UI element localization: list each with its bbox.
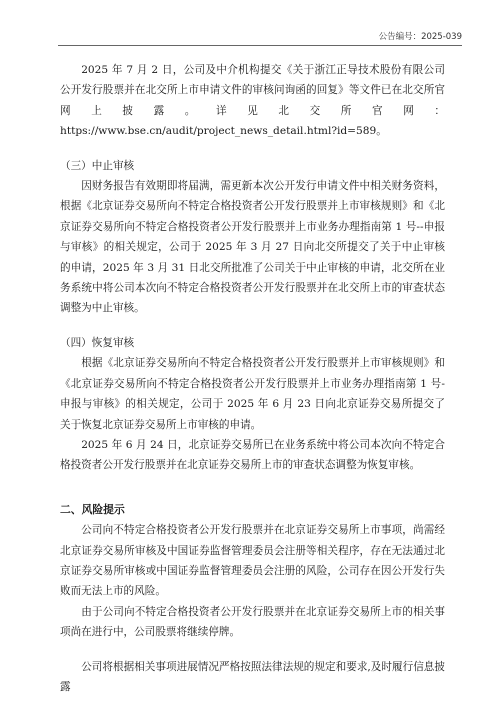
- section-heading-suspend-review: （三）中止审核: [60, 159, 135, 172]
- paragraph-risk-listing: 公司向不特定合格投资者公开发行股票并在北京证券交易所上市事项，尚需经北京证券交易所审核及中国证券监督管理委员会注册等相关程序，存在无法通过北京证券交易所审核或中国证券监督管理委员会注册的风险，公司存在因公开发行失败而无法上市的风险。: [60, 524, 445, 598]
- announcement-number: 公告编号：2025-039: [378, 32, 462, 42]
- paragraph-resume-application: 根据《北京证券交易所向不特定合格投资者公开发行股票并上市审核规则》和《北京证券交易所向不特定合格投资者公开发行股票并上市业务办理指南第 1 号-申报与审核》的相关规定，公司于 2025 年 6 月 23 日向北京证券交易所提交了关于恢复北京证券交易所上市审核的申请。: [60, 357, 445, 431]
- section-heading-resume-review: （四）恢复审核: [60, 336, 135, 349]
- paragraph-closing: 公司将根据相关事项进展情况严格按照法律法规的规定和要求,及时履行信息披露: [60, 660, 445, 693]
- header-divider: [58, 45, 462, 46]
- paragraph-risk-suspension: 由于公司向不特定合格投资者公开发行股票并在北京证券交易所上市的相关事项尚在进行中，公司股票将继续停牌。: [60, 605, 445, 639]
- paragraph-suspend-review: 因财务报告有效期即将届满，需更新本次公开发行申请文件中相关财务资料，根据《北京证券交易所向不特定合格投资者公开发行股票并上市审核规则》和《北京证券交易所向不特定合格投资者公开发行股票并上市业务办理指南第 1 号--申报与审核》的相关规定，公司于 2025 年 3 月 27 日向北交所提交了关于中止审核的申请，2025 年 3 月 31 日北交所批准了公司关于中止审核的申请，北交所在业务系统中将公司本次向不特定合格投资者公开发行股票并在北交所上市的审查状态调整为中止审核。: [60, 180, 445, 315]
- document-body: [60, 60, 445, 697]
- paragraph-inquiry-reply: 2025 年 7 月 2 日，公司及中介机构提交《关于浙江正导技术股份有限公司公开发行股票并在北交所上市申请文件的审核问询函的回复》等文件已在北交所官网上披露。详见北交所官网：https://www.bse.cn/audit/project_news_detail.html?id=589。: [60, 64, 445, 138]
- paragraph-resume-status: 2025 年 6 月 24 日，北京证券交易所已在业务系统中将公司本次向不特定合格投资者公开发行股票并在北京证券交易所上市的审查状态调整为恢复审核。: [60, 438, 445, 472]
- section-heading-risk: 二、风险提示: [60, 502, 125, 516]
